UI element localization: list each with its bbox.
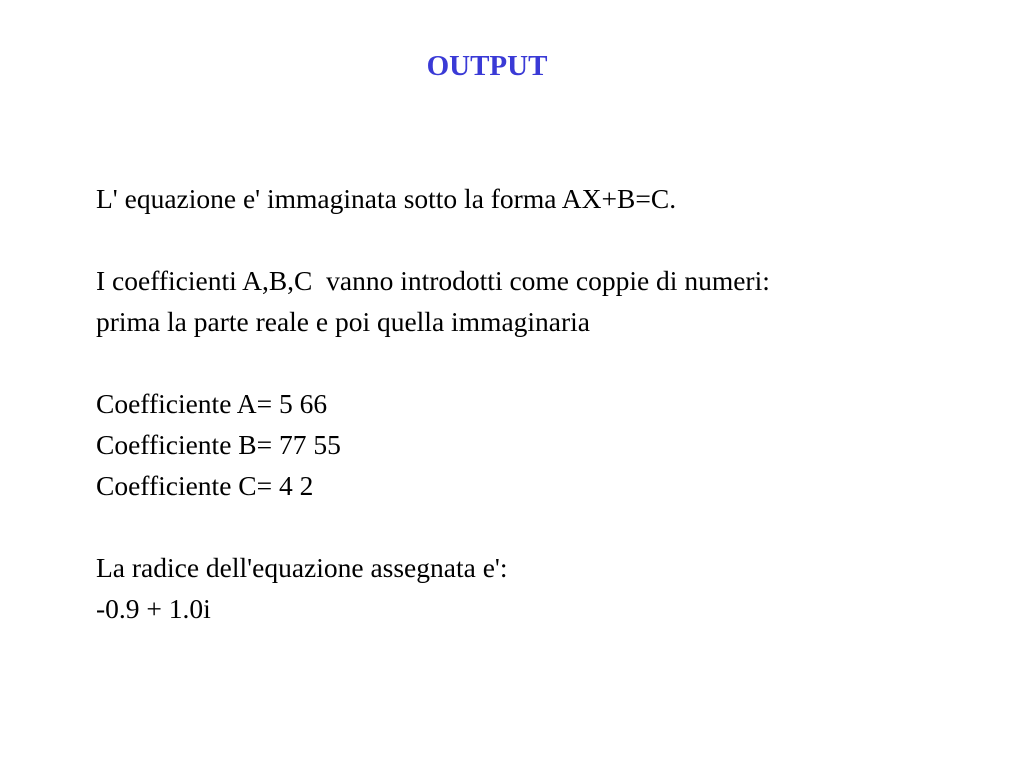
page-title: OUTPUT [426,50,548,82]
coefficients-instruction-line-1: I coefficienti A,B,C vanno introdotti come coppie di numeri: [96,265,770,296]
blank-line [96,506,976,547]
coefficients-instruction-line-2: prima la parte reale e poi quella immaginaria [96,306,591,337]
output-text-block [96,178,976,629]
result-label: La radice dell'equazione assegnata e': [96,552,508,583]
blank-line [96,219,976,260]
coefficient-b-line: Coefficiente B= 77 55 [96,429,341,460]
equation-form-text: L' equazione e' immaginata sotto la forma AX+B=C. [96,183,677,214]
blank-line [96,342,976,383]
result-value: -0.9 + 1.0i [96,593,211,624]
coefficient-c-line: Coefficiente C= 4 2 [96,470,314,501]
coefficient-a-line: Coefficiente A= 5 66 [96,388,328,419]
